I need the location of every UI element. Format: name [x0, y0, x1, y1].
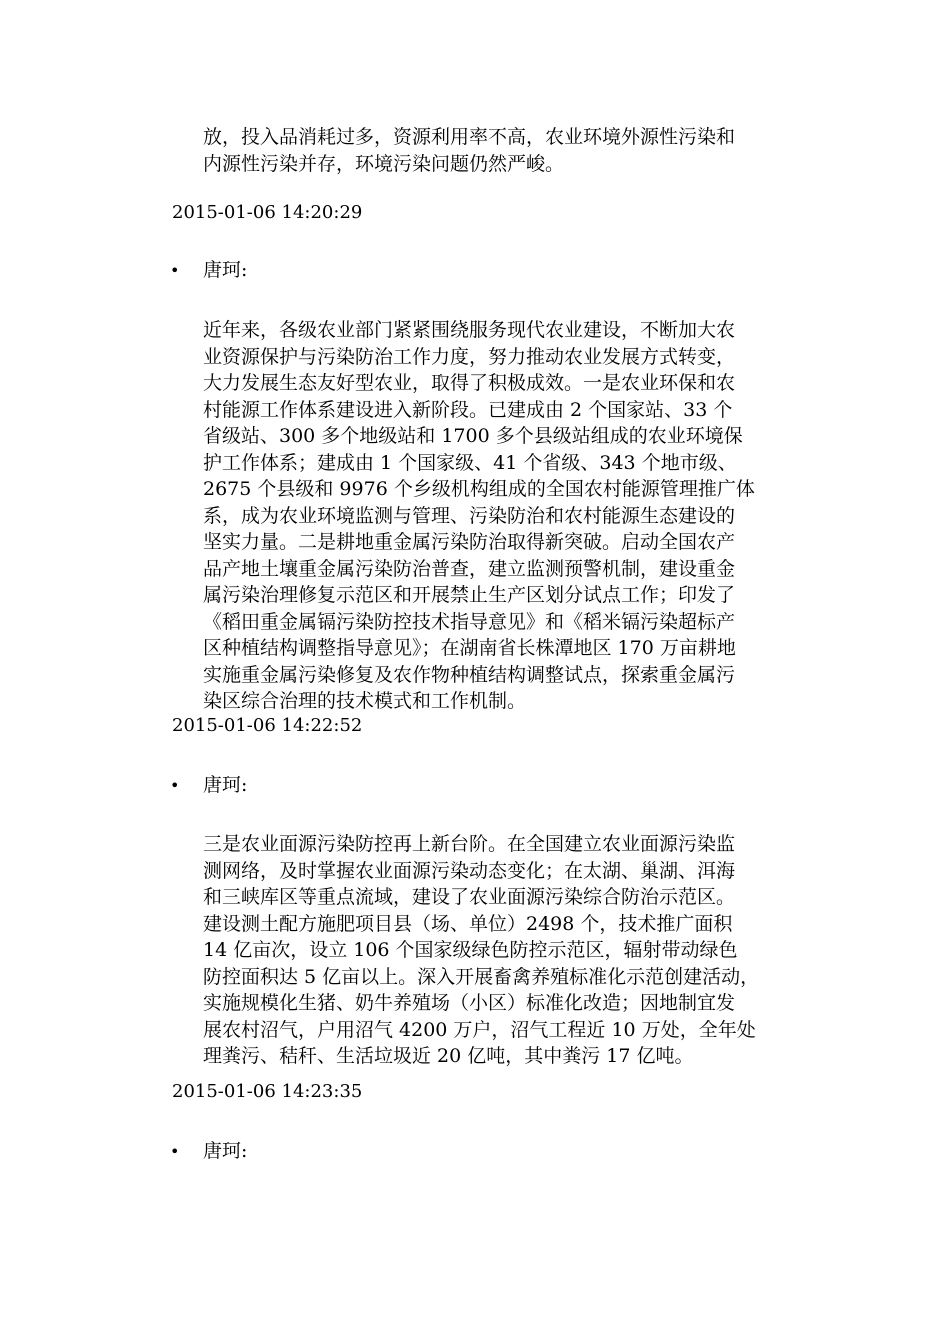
speaker-2: [170, 772, 247, 799]
paragraph-line: 《稻田重金属镉污染防控技术指导意见》和《稻米镉污染超标产: [203, 610, 736, 633]
speaker-3: [170, 1138, 247, 1165]
paragraph-line: 实施规模化生猪、奶牛养殖场（小区）标准化改造；因地制宜发: [203, 992, 736, 1014]
paragraph-line: 防控面积达 5 亿亩以上。深入开展畜禽养殖标准化示范创建活动，: [203, 965, 760, 988]
paragraph-line: 染区综合治理的技术模式和工作机制。: [203, 690, 527, 712]
paragraph-line: 理粪污、秸秆、生活垃圾近 20 亿吨，其中粪污 17 亿吨。: [203, 1045, 694, 1067]
paragraph-line: 品产地土壤重金属污染防治普查，建立监测预警机制，建设重金: [203, 557, 736, 580]
speaker-1: [170, 257, 247, 284]
timestamp-1: 2015-01-06 14:20:29: [172, 202, 363, 223]
paragraph-line: 坚实力量。二是耕地重金属污染防治取得新突破。启动全国农产: [203, 531, 736, 553]
paragraph-line: 省级站、300 多个地级站和 1700 多个县级站组成的农业环境保: [203, 425, 743, 447]
paragraph-2: [203, 317, 755, 715]
paragraph-line: 实施重金属污染修复及农作物种植结构调整试点，探索重金属污: [203, 663, 736, 686]
paragraph-line: 三是农业面源污染防控再上新台阶。在全国建立农业面源污染监: [203, 833, 736, 855]
paragraph-line: 系，成为农业环境监测与管理、污染防治和农村能源生态建设的: [203, 504, 736, 527]
paragraph-line: 2675 个县级和 9976 个乡级机构组成的全国农村能源管理推广体: [203, 478, 755, 500]
paragraph-line: 区种植结构调整指导意见》；在湖南省长株潭地区 170 万亩耕地: [203, 637, 736, 659]
paragraph-line: 近年来，各级农业部门紧紧围绕服务现代农业建设，不断加大农: [203, 319, 736, 341]
paragraph-line: 属污染治理修复示范区和开展禁止生产区划分试点工作；印发了: [203, 584, 736, 606]
paragraph-line: 测网络，及时掌握农业面源污染动态变化；在太湖、巢湖、洱海: [203, 859, 736, 882]
paragraph-3: [203, 831, 759, 1070]
bullet-icon: •: [170, 776, 180, 795]
paragraph-line: 和三峡库区等重点流域，建设了农业面源污染综合防治示范区。: [203, 886, 736, 908]
bullet-icon: •: [170, 1142, 180, 1161]
paragraph-line: 护工作体系；建成由 1 个国家级、41 个省级、343 个地市级、: [203, 451, 737, 474]
paragraph-line: 展农村沼气，户用沼气 4200 万户，沼气工程近 10 万处，全年处: [203, 1018, 756, 1041]
paragraph-1: [203, 124, 735, 177]
timestamp-3: 2015-01-06 14:23:35: [172, 1081, 363, 1102]
speaker-name: 唐珂:: [203, 774, 248, 796]
paragraph-line: 14 亿亩次，设立 106 个国家级绿色防控示范区，辐射带动绿色: [203, 939, 738, 961]
timestamp-2: 2015-01-06 14:22:52: [172, 715, 363, 736]
paragraph-line: 内源性污染并存，环境污染问题仍然严峻。: [203, 152, 565, 175]
paragraph-line: 大力发展生态友好型农业，取得了积极成效。一是农业环保和农: [203, 372, 736, 394]
paragraph-line: 业资源保护与污染防治工作力度，努力推动农业发展方式转变，: [203, 345, 736, 368]
paragraph-line: 村能源工作体系建设进入新阶段。已建成由 2 个国家站、33 个: [203, 398, 733, 421]
speaker-name: 唐珂:: [203, 259, 248, 281]
paragraph-line: 建设测土配方施肥项目县（场、单位）2498 个，技术推广面积: [203, 912, 733, 935]
bullet-icon: •: [170, 261, 180, 280]
speaker-name: 唐珂:: [203, 1140, 248, 1162]
paragraph-line: 放，投入品消耗过多，资源利用率不高，农业环境外源性污染和: [203, 126, 736, 148]
